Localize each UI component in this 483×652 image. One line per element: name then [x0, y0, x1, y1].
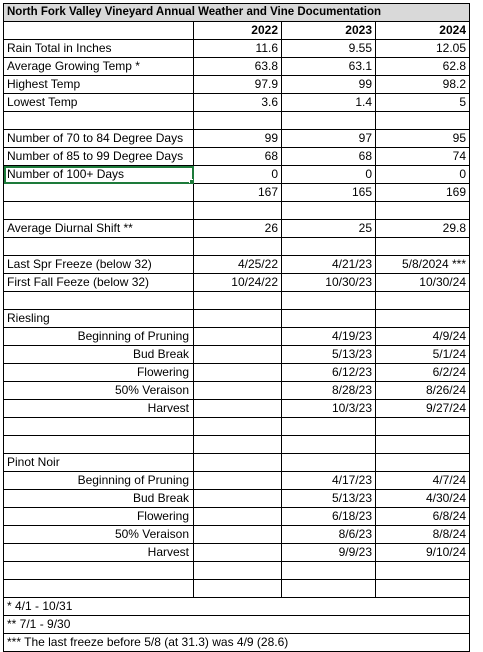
table-row	[4, 508, 470, 526]
table-row	[4, 220, 470, 238]
row-label-cell[interactable]: Pinot Noir	[4, 454, 194, 472]
value-cell-2023[interactable]	[282, 436, 376, 454]
value-cell-2023[interactable]: 8/6/23	[282, 526, 376, 544]
value-cell-2023[interactable]: 4/19/23	[282, 328, 376, 346]
table-row	[4, 58, 470, 76]
row-label-cell[interactable]: Bud Break	[4, 490, 194, 508]
value-cell-2022[interactable]	[194, 544, 282, 562]
value-cell-2022[interactable]	[194, 112, 282, 130]
value-cell-2022[interactable]: 68	[194, 148, 282, 166]
value-cell-2024[interactable]	[376, 202, 470, 220]
value-cell-2024[interactable]: 6/8/24	[376, 508, 470, 526]
table-row	[4, 76, 470, 94]
row-label-cell[interactable]: Number of 100+ Days	[4, 166, 194, 184]
value-cell-2023[interactable]: 9/9/23	[282, 544, 376, 562]
value-cell-2022[interactable]	[194, 346, 282, 364]
value-cell-2024[interactable]: 9/27/24	[376, 400, 470, 418]
value-cell-2022[interactable]: 167	[194, 184, 282, 202]
value-cell-2024[interactable]: 0	[376, 166, 470, 184]
table-row	[4, 130, 470, 148]
row-label-cell[interactable]	[4, 184, 194, 202]
value-cell-2024[interactable]: 9/10/24	[376, 544, 470, 562]
value-cell-2023[interactable]: 6/18/23	[282, 508, 376, 526]
row-label-cell[interactable]: Rain Total in Inches	[4, 40, 194, 58]
value-cell-2024[interactable]: 74	[376, 148, 470, 166]
value-cell-2023[interactable]	[282, 454, 376, 472]
table-row	[4, 292, 470, 310]
value-cell-2024[interactable]: 62.8	[376, 58, 470, 76]
header-row	[4, 22, 470, 40]
value-cell-2023[interactable]	[282, 202, 376, 220]
value-cell-2022[interactable]	[194, 562, 282, 580]
value-cell-2024[interactable]: 5/8/2024 ***	[376, 256, 470, 274]
row-label-cell[interactable]	[4, 436, 194, 454]
row-label-cell[interactable]: Highest Temp	[4, 76, 194, 94]
table-row	[4, 364, 470, 382]
footnote-cell[interactable]: * 4/1 - 10/31	[4, 598, 470, 616]
value-cell-2022[interactable]: 97.9	[194, 76, 282, 94]
table-row	[4, 472, 470, 490]
value-cell-2024[interactable]	[376, 436, 470, 454]
row-label-cell[interactable]: Beginning of Pruning	[4, 328, 194, 346]
row-label-cell[interactable]: First Fall Feeze (below 32)	[4, 274, 194, 292]
value-cell-2022[interactable]: 26	[194, 220, 282, 238]
row-label-cell[interactable]	[4, 418, 194, 436]
value-cell-2023[interactable]: 68	[282, 148, 376, 166]
value-cell-2023[interactable]: 97	[282, 130, 376, 148]
value-cell-2022[interactable]	[194, 418, 282, 436]
value-cell-2023[interactable]: 4/17/23	[282, 472, 376, 490]
table-row	[4, 436, 470, 454]
value-cell-2023[interactable]: 8/28/23	[282, 382, 376, 400]
value-cell-2022[interactable]: 10/24/22	[194, 274, 282, 292]
value-cell-2023[interactable]: 99	[282, 76, 376, 94]
year-header-2023[interactable]: 2023	[282, 22, 376, 40]
table-row	[4, 310, 470, 328]
value-cell-2023[interactable]	[282, 418, 376, 436]
table-row	[4, 328, 470, 346]
row-label-cell[interactable]	[4, 562, 194, 580]
value-cell-2022[interactable]	[194, 310, 282, 328]
year-header-2024[interactable]: 2024	[376, 22, 470, 40]
row-label-cell[interactable]	[4, 580, 194, 598]
value-cell-2022[interactable]	[194, 202, 282, 220]
value-cell-2022[interactable]	[194, 382, 282, 400]
value-cell-2023[interactable]: 5/13/23	[282, 490, 376, 508]
row-label-cell[interactable]	[4, 202, 194, 220]
row-label-cell[interactable]: Riesling	[4, 310, 194, 328]
table-row	[4, 418, 470, 436]
value-cell-2022[interactable]: 63.8	[194, 58, 282, 76]
value-cell-2023[interactable]	[282, 292, 376, 310]
value-cell-2022[interactable]	[194, 292, 282, 310]
table-row	[4, 112, 470, 130]
value-cell-2024[interactable]: 10/30/24	[376, 274, 470, 292]
value-cell-2023[interactable]: 1.4	[282, 94, 376, 112]
value-cell-2022[interactable]	[194, 580, 282, 598]
row-label-cell[interactable]: 50% Veraison	[4, 526, 194, 544]
value-cell-2023[interactable]: 5/13/23	[282, 346, 376, 364]
sheet-title[interactable]: North Fork Valley Vineyard Annual Weather and Vine Documentation	[4, 4, 470, 22]
table-row	[4, 184, 470, 202]
row-label-cell[interactable]	[4, 292, 194, 310]
value-cell-2022[interactable]	[194, 364, 282, 382]
table-row	[4, 454, 470, 472]
value-cell-2024[interactable]: 169	[376, 184, 470, 202]
row-label-cell[interactable]: Flowering	[4, 508, 194, 526]
value-cell-2022[interactable]	[194, 454, 282, 472]
value-cell-2023[interactable]: 0	[282, 166, 376, 184]
value-cell-2024[interactable]: 95	[376, 130, 470, 148]
spreadsheet	[3, 3, 470, 652]
value-cell-2024[interactable]	[376, 562, 470, 580]
row-label-cell[interactable]: Average Growing Temp *	[4, 58, 194, 76]
value-cell-2023[interactable]: 165	[282, 184, 376, 202]
table-row	[4, 202, 470, 220]
value-cell-2022[interactable]	[194, 328, 282, 346]
year-header-2022[interactable]: 2022	[194, 22, 282, 40]
value-cell-2022[interactable]: 0	[194, 166, 282, 184]
row-label-cell[interactable]: Harvest	[4, 400, 194, 418]
row-label-cell[interactable]: Lowest Temp	[4, 94, 194, 112]
value-cell-2022[interactable]	[194, 490, 282, 508]
table-row	[4, 346, 470, 364]
value-cell-2024[interactable]	[376, 310, 470, 328]
table-row	[4, 166, 470, 184]
value-cell-2022[interactable]: 99	[194, 130, 282, 148]
header-label-cell[interactable]	[4, 22, 194, 40]
value-cell-2022[interactable]: 3.6	[194, 94, 282, 112]
footnote-row	[4, 616, 470, 634]
value-cell-2024[interactable]: 4/30/24	[376, 490, 470, 508]
table-row	[4, 148, 470, 166]
row-label-cell[interactable]: Flowering	[4, 364, 194, 382]
table-row	[4, 580, 470, 598]
row-label-cell[interactable]: Number of 85 to 99 Degree Days	[4, 148, 194, 166]
table-row	[4, 544, 470, 562]
value-cell-2024[interactable]	[376, 112, 470, 130]
value-cell-2023[interactable]: 63.1	[282, 58, 376, 76]
table-row	[4, 526, 470, 544]
value-cell-2024[interactable]: 4/9/24	[376, 328, 470, 346]
value-cell-2022[interactable]	[194, 472, 282, 490]
value-cell-2023[interactable]	[282, 562, 376, 580]
value-cell-2022[interactable]	[194, 436, 282, 454]
table-row	[4, 94, 470, 112]
value-cell-2022[interactable]	[194, 508, 282, 526]
row-label-cell[interactable]	[4, 112, 194, 130]
row-label-cell[interactable]: Harvest	[4, 544, 194, 562]
value-cell-2023[interactable]	[282, 310, 376, 328]
value-cell-2023[interactable]: 10/30/23	[282, 274, 376, 292]
table-row	[4, 382, 470, 400]
footnote-cell[interactable]: *** The last freeze before 5/8 (at 31.3) was 4/9 (28.6)	[4, 634, 470, 652]
value-cell-2024[interactable]: 29.8	[376, 220, 470, 238]
data-rows	[4, 40, 470, 598]
row-label-cell[interactable]: Last Spr Freeze (below 32)	[4, 256, 194, 274]
value-cell-2024[interactable]	[376, 418, 470, 436]
title-row	[4, 4, 470, 22]
table-row	[4, 256, 470, 274]
row-label-cell[interactable]	[4, 238, 194, 256]
value-cell-2023[interactable]	[282, 112, 376, 130]
row-label-cell[interactable]: Beginning of Pruning	[4, 472, 194, 490]
value-cell-2024[interactable]: 5/1/24	[376, 346, 470, 364]
table-row	[4, 562, 470, 580]
value-cell-2022[interactable]	[194, 238, 282, 256]
value-cell-2024[interactable]: 6/2/24	[376, 364, 470, 382]
table-row	[4, 400, 470, 418]
footnote-row	[4, 634, 470, 652]
value-cell-2023[interactable]	[282, 238, 376, 256]
value-cell-2023[interactable]	[282, 580, 376, 598]
value-cell-2024[interactable]: 5	[376, 94, 470, 112]
table-row	[4, 238, 470, 256]
value-cell-2023[interactable]: 6/12/23	[282, 364, 376, 382]
value-cell-2023[interactable]: 25	[282, 220, 376, 238]
row-label-cell[interactable]: Bud Break	[4, 346, 194, 364]
value-cell-2024[interactable]	[376, 454, 470, 472]
table-row	[4, 274, 470, 292]
value-cell-2022[interactable]: 4/25/22	[194, 256, 282, 274]
value-cell-2024[interactable]: 12.05	[376, 40, 470, 58]
value-cell-2023[interactable]: 9.55	[282, 40, 376, 58]
value-cell-2024[interactable]: 98.2	[376, 76, 470, 94]
table-row	[4, 490, 470, 508]
value-cell-2024[interactable]	[376, 292, 470, 310]
value-cell-2024[interactable]: 8/8/24	[376, 526, 470, 544]
row-label-cell[interactable]: 50% Veraison	[4, 382, 194, 400]
footnote-row	[4, 598, 470, 616]
value-cell-2023[interactable]: 4/21/23	[282, 256, 376, 274]
value-cell-2023[interactable]: 10/3/23	[282, 400, 376, 418]
row-label-cell[interactable]: Number of 70 to 84 Degree Days	[4, 130, 194, 148]
value-cell-2024[interactable]: 4/7/24	[376, 472, 470, 490]
value-cell-2024[interactable]	[376, 580, 470, 598]
row-label-cell[interactable]: Average Diurnal Shift **	[4, 220, 194, 238]
value-cell-2022[interactable]	[194, 526, 282, 544]
value-cell-2024[interactable]	[376, 238, 470, 256]
table-row	[4, 40, 470, 58]
value-cell-2022[interactable]	[194, 400, 282, 418]
footnote-cell[interactable]: ** 7/1 - 9/30	[4, 616, 470, 634]
value-cell-2022[interactable]: 11.6	[194, 40, 282, 58]
value-cell-2024[interactable]: 8/26/24	[376, 382, 470, 400]
footnotes	[4, 598, 470, 652]
